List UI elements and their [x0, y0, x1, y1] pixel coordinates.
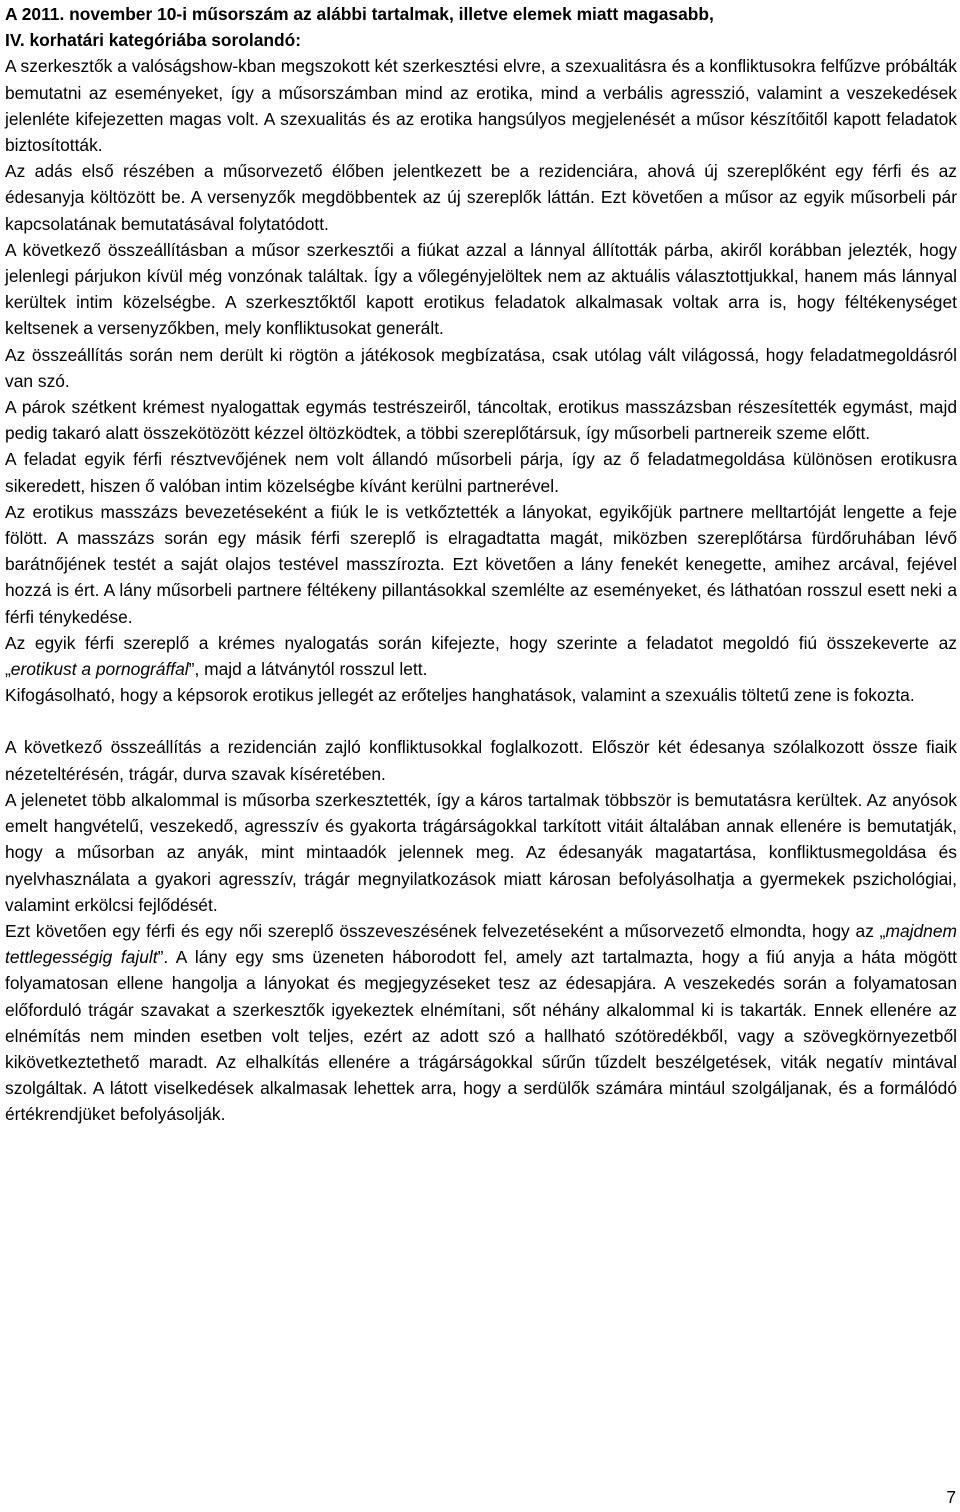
paragraph-12-text-start: Ezt követően egy férfi és egy női szereplő összeveszésének felvezetéseként a műsorvezető elmondta, hogy az „ — [5, 920, 886, 941]
paragraph-8-quote: erotikust a pornográffal — [10, 659, 189, 680]
paragraph-1: A szerkesztők a valóságshow-kban megszokott két szerkesztési elvre, a szexualitásra és a konfliktusokra felfűzve próbálták bemutatni az eseményeket, így a műsorszámban mind az erotika, mind a verbális agresszió, valamint a veszekedések jelenléte kifejezetten magas volt. A szexualitás és az erotika hangsúlyos megjelenését a műsor készítőitől kapott feladatok biztosították. — [5, 56, 957, 156]
paragraph-7: Az erotikus masszázs bevezetéseként a fiúk le is vetkőztették a lányokat, egyikőjük partnere melltartóját lengette a feje fölött. A masszázs során egy másik férfi szereplő is elragadtatta magát, miközben szereplőtársa fürdőruhában lévő barátnőjének testét a saját olajos testével masszírozta. Ezt követően a lány fenekét kenegette, amihez arcával, fejével hozzá is ért. A lány műsorbeli partnere féltékeny pillantásokkal szemlélte az eseményeket, és láthatóan rosszul esett neki a férfi ténykedése. — [5, 501, 957, 627]
paragraph-12-text-end: ”. A lány egy sms üzeneten háborodott fel, amely azt tartalmazta, hogy a fiú anyja a háta mögött folyamatosan ellene hangolja a lányokat és megjegyzéseket tesz az édesapjára. A veszekedés során a folyamatosan előforduló trágár szavakat a szerkesztők igyekeztek elnémítani, sőt néhány alkalommal ki is takarták. Ennek ellenére az elnémítás nem minden esetben volt teljes, ezért az adott szó a hallható szótöredékből, vagy a szövegkörnyezetből kikövetkeztethető maradt. Az elhalkítás ellenére a trágárságokkal sűrűn tűzdelt beszélgetések, viták negatív mintával szolgáltak. A látott viselkedések alkalmasak lehettek arra, hogy a serdülők számára mintául szolgáljanak, és a formálódó értékrendjüket befolyásolják. — [5, 947, 957, 1125]
paragraph-5: A párok szétkent krémest nyalogattak egymás testrészeiről, táncoltak, erotikus masszázsban részesítették egymást, majd pedig takaró alatt összekötözött kézzel öltözködtek, a többi szereplőtársuk, így műsorbeli partnereik szeme előtt. — [5, 397, 957, 444]
paragraph-8-text-start: Az egyik férfi szereplő a krémes nyalogatás során kifejezte, hogy szerinte a feladatot megoldó fiú összekeverte az „ — [5, 632, 957, 680]
paragraph-2: Az adás első részében a műsorvezető élőben jelentkezett be a rezidenciára, ahová új szereplőként egy férfi és az édesanyja költözött be. A versenyzők megdöbbentek az új szereplők láttán. Ezt követően a műsor az egyik műsorbeli pár kapcsolatának bemutatásával folytatódott. — [5, 161, 957, 234]
section-heading-line-1: A 2011. november 10-i műsorszám az alábbi tartalmak, illetve elemek miatt magasabb, — [5, 4, 714, 24]
section-heading — [5, 1, 957, 53]
paragraph-8 — [5, 630, 957, 682]
paragraph-4: Az összeállítás során nem derült ki rögtön a játékosok megbízatása, csak utólag vált világossá, hogy feladatmegoldásról van szó. — [5, 344, 957, 391]
section-heading-line-2: IV. korhatári kategóriába sorolandó: — [5, 30, 302, 51]
paragraph-11: A jelenetet több alkalommal is műsorba szerkesztették, így a káros tartalmak többször is bemutatásra kerültek. Az anyósok emelt hangvételű, veszekedő, agresszív és gyakorta trágárságokkal tarkított vitáit általában annak ellenére is bemutatják, hogy a műsorban az anyák, mint mintaadók jelennek meg. Az édesanyák magatartása, konfliktusmegoldása és nyelvhasználata a gyakori agresszív, trágár megnyilatkozások miatt károsan befolyásolhatja a gyermekek pszichológiai, valamint erkölcsi fejlődését. — [5, 789, 957, 915]
paragraph-12-quote: majdnem tettlegességig fajult — [5, 920, 957, 968]
paragraph-6: A feladat egyik férfi résztvevőjének nem volt állandó műsorbeli párja, így az ő feladatmegoldása különösen erotikusra sikeredett, hiszen ő valóban intim közelségbe kívánt kerülni partnerével. — [5, 449, 957, 496]
paragraph-3: A következő összeállításban a műsor szerkesztői a fiúkat azzal a lánnyal állították párba, akiről korábban jelezték, hogy jelenlegi párjukon kívül még vonzónak találtak. Így a vőlegényjelöltek nem az aktuális választottjukkal, hanem más lánnyal kerültek intim közelségbe. A szerkesztőktől kapott erotikus feladatok alkalmasak voltak arra is, hogy féltékenységet keltsenek a versenyzőkben, mely konfliktusokat generált. — [5, 239, 957, 339]
paragraph-9: Kifogásolható, hogy a képsorok erotikus jellegét az erőteljes hanghatások, valamint a szexuális töltetű zene is fokozta. — [5, 685, 915, 706]
document-body — [5, 1, 957, 1128]
paragraph-10: A következő összeállítás a rezidencián zajló konfliktusokkal foglalkozott. Először két édesanya szólalkozott össze fiaik nézeteltérésén, trágár, durva szavak kíséretében. — [5, 737, 957, 784]
paragraph-spacer — [5, 708, 957, 734]
paragraph-8-text-end: ”, majd a látványtól rosszul lett. — [188, 659, 428, 680]
paragraph-12 — [5, 918, 957, 1128]
page-number: 7 — [946, 1487, 956, 1507]
